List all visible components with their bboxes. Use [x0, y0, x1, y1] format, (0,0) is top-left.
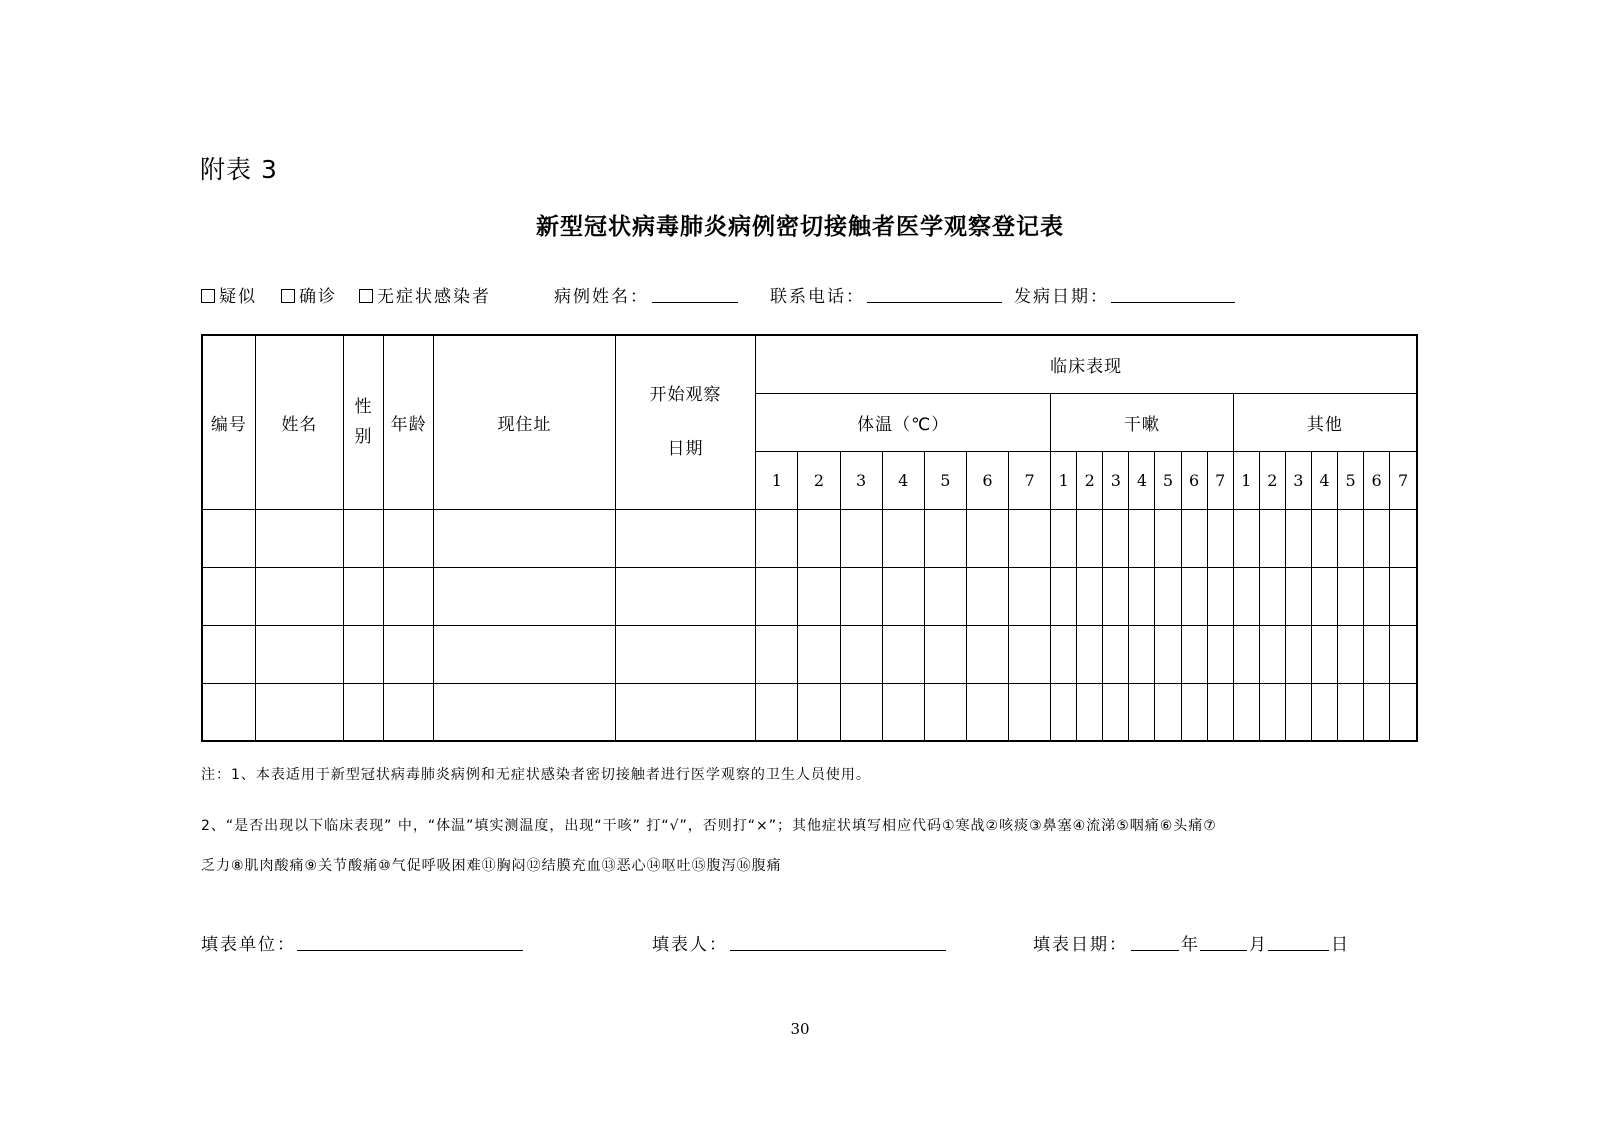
table-cell[interactable]: [1155, 567, 1181, 625]
fill-unit-label: 填表单位：: [201, 935, 296, 955]
table-cell[interactable]: [343, 509, 383, 567]
day-header: 2: [1077, 451, 1103, 509]
day-header: 6: [1181, 451, 1207, 509]
table-cell[interactable]: [1207, 683, 1233, 741]
table-cell[interactable]: [1103, 567, 1129, 625]
table-cell[interactable]: [1009, 509, 1051, 567]
table-cell[interactable]: [1285, 683, 1311, 741]
table-cell[interactable]: [1129, 509, 1155, 567]
table-cell[interactable]: [1077, 683, 1103, 741]
table-cell[interactable]: [798, 509, 840, 567]
table-row: [202, 683, 1417, 741]
table-cell[interactable]: [1390, 625, 1417, 683]
table-cell[interactable]: [434, 625, 616, 683]
case-name-label: 病例姓名：: [554, 287, 649, 307]
table-cell[interactable]: [1155, 683, 1181, 741]
table-cell[interactable]: [1129, 567, 1155, 625]
table-cell[interactable]: [1103, 509, 1129, 567]
year-label: 年: [1181, 935, 1200, 955]
day-header: 4: [882, 451, 924, 509]
col-start-line-2: 日期: [667, 439, 704, 460]
table-row: [202, 567, 1417, 625]
table-cell[interactable]: [1233, 567, 1259, 625]
table-cell[interactable]: [1181, 567, 1207, 625]
table-cell[interactable]: [1259, 625, 1285, 683]
day-header: 6: [1364, 451, 1390, 509]
table-cell[interactable]: [1207, 509, 1233, 567]
fill-month-field[interactable]: [1200, 950, 1247, 951]
table-cell[interactable]: [1103, 625, 1129, 683]
checkbox-suspected[interactable]: [201, 289, 215, 303]
table-cell[interactable]: [1009, 683, 1051, 741]
table-cell[interactable]: [1155, 509, 1181, 567]
fill-person-label: 填表人：: [652, 935, 728, 955]
col-sex-line-1: 性: [354, 397, 373, 418]
day-header: 7: [1207, 451, 1233, 509]
table-cell[interactable]: [615, 509, 755, 567]
table-cell[interactable]: [1285, 509, 1311, 567]
table-cell[interactable]: [1051, 683, 1077, 741]
clinical-header: 临床表现: [756, 335, 1417, 393]
checkbox-confirmed[interactable]: [281, 289, 295, 303]
col-start-date-header: [615, 335, 755, 509]
day-label: 日: [1331, 935, 1350, 955]
table-cell[interactable]: [1285, 625, 1311, 683]
note-line-1: 注：1、本表适用于新型冠状病毒肺炎病例和无症状感染者密切接触者进行医学观察的卫生人员使用。: [201, 767, 871, 783]
option-confirmed[interactable]: [281, 282, 337, 307]
table-cell[interactable]: [798, 683, 840, 741]
fill-year-field[interactable]: [1131, 950, 1179, 951]
table-cell[interactable]: [1285, 567, 1311, 625]
case-name-field[interactable]: [652, 302, 738, 303]
note-line-3: 乏力⑧肌肉酸痛⑨关节酸痛⑩气促呼吸困难⑪胸闷⑫结膜充血⑬恶心⑭呕吐⑮腹泻⑯腹痛: [201, 858, 782, 874]
table-cell[interactable]: [882, 509, 924, 567]
table-cell[interactable]: [798, 625, 840, 683]
table-cell[interactable]: [343, 683, 383, 741]
table-cell[interactable]: [1364, 567, 1390, 625]
table-cell[interactable]: [966, 509, 1008, 567]
day-header: 2: [798, 451, 840, 509]
table-cell[interactable]: [840, 625, 882, 683]
option-asymptomatic-label: 无症状感染者: [377, 287, 491, 307]
onset-date-label: 发病日期：: [1014, 287, 1109, 307]
table-cell[interactable]: [1259, 683, 1285, 741]
table-cell[interactable]: [255, 683, 343, 741]
group-temperature-header: 体温（℃）: [756, 393, 1051, 451]
table-cell[interactable]: [434, 683, 616, 741]
attachment-label: 附表 3: [200, 155, 278, 184]
table-cell[interactable]: [966, 683, 1008, 741]
col-sex-line-2: 别: [354, 427, 373, 448]
table-cell[interactable]: [202, 509, 255, 567]
table-cell[interactable]: [1311, 509, 1337, 567]
day-header: 1: [756, 451, 798, 509]
table-cell[interactable]: [255, 509, 343, 567]
table-cell[interactable]: [202, 567, 255, 625]
table-cell[interactable]: [1129, 625, 1155, 683]
table-cell[interactable]: [1181, 509, 1207, 567]
col-sex-header: [343, 335, 383, 509]
col-name-header: 姓名: [255, 335, 343, 509]
col-age-header: 年龄: [384, 335, 434, 509]
table-cell[interactable]: [1364, 683, 1390, 741]
table-cell[interactable]: [882, 625, 924, 683]
option-suspected[interactable]: [201, 282, 257, 307]
checkbox-asymptomatic[interactable]: [359, 289, 373, 303]
phone-label: 联系电话：: [770, 287, 865, 307]
table-cell[interactable]: [1390, 683, 1417, 741]
fill-unit-field[interactable]: [297, 950, 523, 951]
fill-date-label: 填表日期：: [1033, 935, 1128, 955]
table-cell[interactable]: [756, 567, 798, 625]
table-cell[interactable]: [1009, 625, 1051, 683]
table-cell[interactable]: [1364, 509, 1390, 567]
table-cell[interactable]: [202, 683, 255, 741]
table-cell[interactable]: [1338, 683, 1364, 741]
day-header: 1: [1051, 451, 1077, 509]
table-cell[interactable]: [1103, 683, 1129, 741]
table-cell[interactable]: [384, 625, 434, 683]
table-cell[interactable]: [1181, 683, 1207, 741]
table-cell[interactable]: [615, 567, 755, 625]
day-header: 3: [1103, 451, 1129, 509]
table-cell[interactable]: [1077, 509, 1103, 567]
col-address-header: 现住址: [434, 335, 616, 509]
option-asymptomatic[interactable]: [359, 282, 491, 307]
table-cell[interactable]: [924, 683, 966, 741]
table-row: [202, 509, 1417, 567]
table-cell[interactable]: [1233, 683, 1259, 741]
table-cell[interactable]: [384, 567, 434, 625]
table-cell[interactable]: [1077, 567, 1103, 625]
table-cell[interactable]: [840, 567, 882, 625]
option-suspected-label: 疑似: [219, 287, 257, 307]
table-cell[interactable]: [343, 625, 383, 683]
table-cell[interactable]: [1155, 625, 1181, 683]
table-cell[interactable]: [966, 567, 1008, 625]
table-cell[interactable]: [1207, 625, 1233, 683]
onset-date-field[interactable]: [1111, 302, 1235, 303]
table-cell[interactable]: [966, 625, 1008, 683]
table-cell[interactable]: [882, 567, 924, 625]
col-id-header: 编号: [202, 335, 255, 509]
table-cell[interactable]: [1311, 567, 1337, 625]
document-title: 新型冠状病毒肺炎病例密切接触者医学观察登记表: [536, 214, 1064, 240]
day-header: 2: [1259, 451, 1285, 509]
table-cell[interactable]: [924, 509, 966, 567]
table-cell[interactable]: [1207, 567, 1233, 625]
table-cell[interactable]: [840, 509, 882, 567]
table-cell[interactable]: [255, 567, 343, 625]
table-cell[interactable]: [1311, 683, 1337, 741]
day-header: 6: [966, 451, 1008, 509]
table-cell[interactable]: [1051, 567, 1077, 625]
table-cell[interactable]: [615, 625, 755, 683]
table-cell[interactable]: [1051, 625, 1077, 683]
table-cell[interactable]: [1338, 567, 1364, 625]
group-dry-cough-header: 干嗽: [1051, 393, 1234, 451]
table-cell[interactable]: [1233, 509, 1259, 567]
table-cell[interactable]: [882, 683, 924, 741]
table-cell[interactable]: [1129, 683, 1155, 741]
table-cell[interactable]: [1233, 625, 1259, 683]
table-cell[interactable]: [434, 509, 616, 567]
day-header: 3: [1285, 451, 1311, 509]
col-start-line-1: 开始观察: [649, 385, 722, 406]
table-cell[interactable]: [1364, 625, 1390, 683]
table-row: [202, 625, 1417, 683]
table-cell[interactable]: [1077, 625, 1103, 683]
day-header: 5: [924, 451, 966, 509]
table-cell[interactable]: [756, 683, 798, 741]
day-header: 1: [1233, 451, 1259, 509]
day-header: 4: [1311, 451, 1337, 509]
table-cell[interactable]: [1338, 625, 1364, 683]
table-cell[interactable]: [384, 683, 434, 741]
page-number: 30: [790, 1020, 810, 1038]
day-header: 3: [840, 451, 882, 509]
observation-table: [201, 334, 1418, 742]
table-cell[interactable]: [384, 509, 434, 567]
table-cell[interactable]: [798, 567, 840, 625]
day-header: 5: [1338, 451, 1364, 509]
table-cell[interactable]: [924, 567, 966, 625]
phone-field[interactable]: [867, 302, 1002, 303]
table-cell[interactable]: [1259, 567, 1285, 625]
table-cell[interactable]: [434, 567, 616, 625]
day-header: 7: [1009, 451, 1051, 509]
table-body: [202, 509, 1417, 741]
note-line-2: 2、“是否出现以下临床表现” 中，“体温”填实测温度，出现“干咳” 打“√”，否则打“×”；其他症状填写相应代码①寒战②咳痰③鼻塞④流涕⑤咽痛⑥头痛⑦: [201, 818, 1217, 834]
group-other-header: 其他: [1233, 393, 1417, 451]
fill-person-field[interactable]: [730, 950, 946, 951]
table-cell[interactable]: [756, 509, 798, 567]
table-cell[interactable]: [615, 683, 755, 741]
table-cell[interactable]: [1051, 509, 1077, 567]
table-cell[interactable]: [255, 625, 343, 683]
table-cell[interactable]: [1009, 567, 1051, 625]
table-cell[interactable]: [1311, 625, 1337, 683]
table-cell[interactable]: [1259, 509, 1285, 567]
table-cell[interactable]: [756, 625, 798, 683]
day-header: 5: [1155, 451, 1181, 509]
table-cell[interactable]: [1338, 509, 1364, 567]
table-cell[interactable]: [840, 683, 882, 741]
table-cell[interactable]: [1390, 567, 1417, 625]
day-header: 4: [1129, 451, 1155, 509]
table-cell[interactable]: [202, 625, 255, 683]
table-cell[interactable]: [1390, 509, 1417, 567]
option-confirmed-label: 确诊: [299, 287, 337, 307]
day-header: 7: [1390, 451, 1417, 509]
table-cell[interactable]: [343, 567, 383, 625]
table-cell[interactable]: [1181, 625, 1207, 683]
table-cell[interactable]: [924, 625, 966, 683]
month-label: 月: [1249, 935, 1268, 955]
fill-day-field[interactable]: [1268, 950, 1329, 951]
